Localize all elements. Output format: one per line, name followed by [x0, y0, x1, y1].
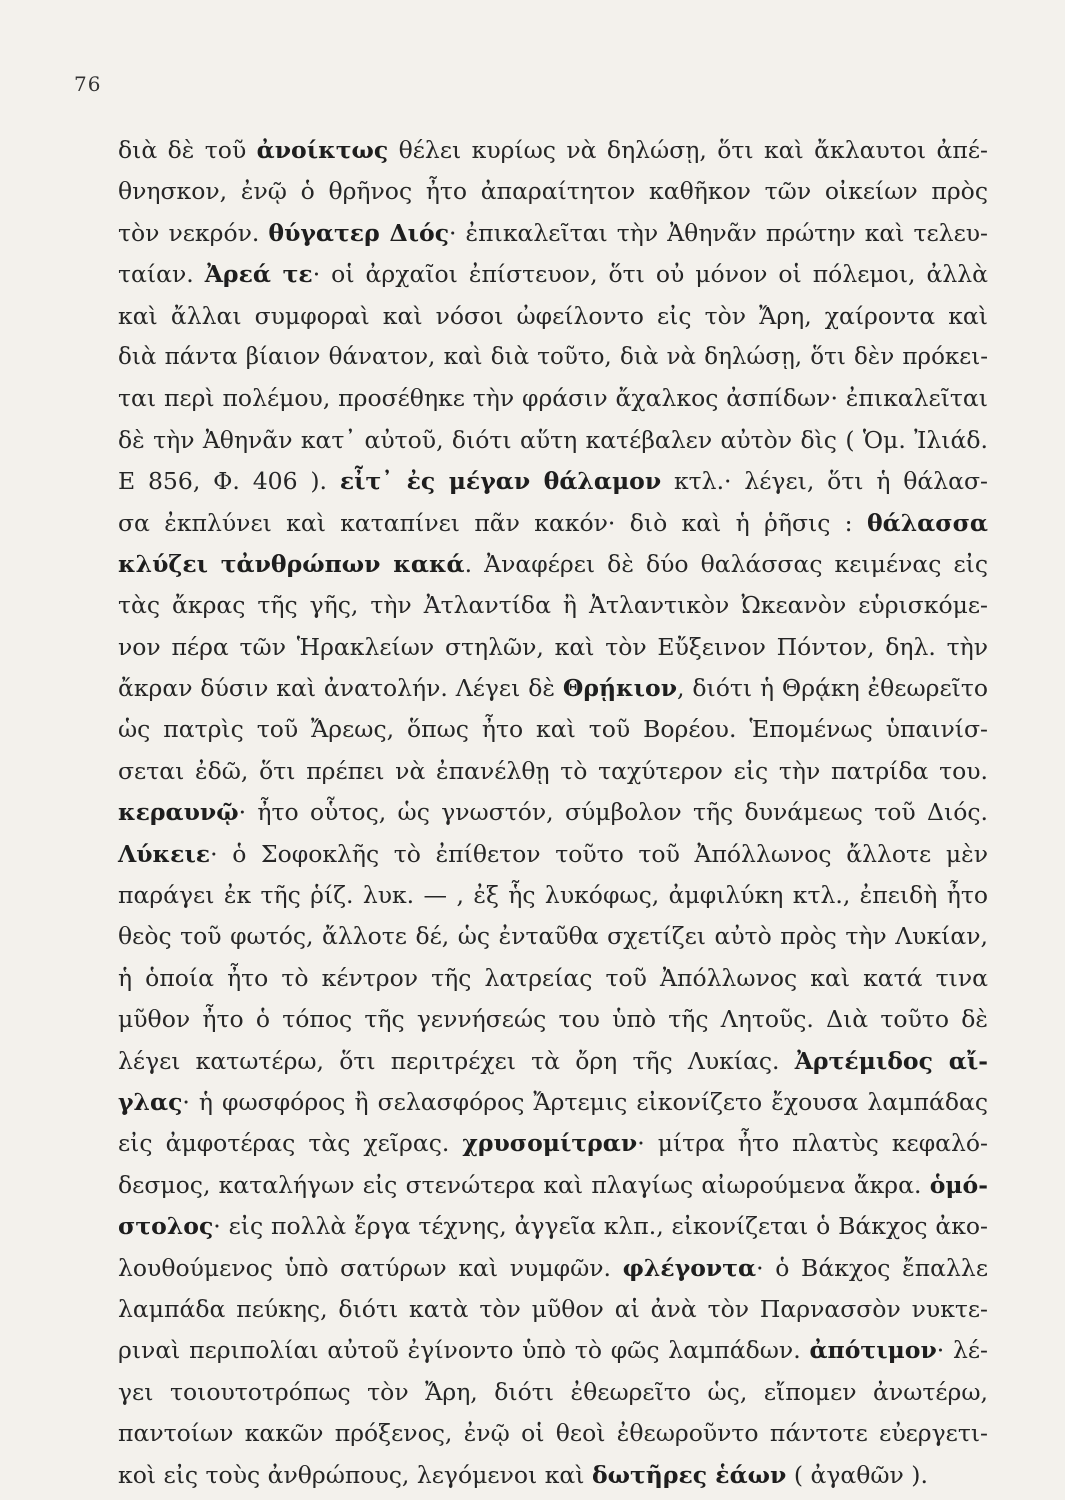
text-segment: ριναὶ περιπολίαι αὐτοῦ ἐγίνοντο ὑπὸ τὸ φῶς λαμπάδων.	[118, 1336, 810, 1365]
text-line	[118, 1041, 988, 1082]
lemma-bold: ἀνοίκτως	[256, 136, 389, 164]
text-segment: θέλει κυρίως νὰ δηλώσῃ, ὅτι καὶ ἄκλαυτοι ἀπέ-	[388, 136, 988, 164]
commentary-text	[118, 130, 988, 1496]
lemma-bold: στολος	[118, 1212, 214, 1241]
text-segment: εἰς ἀμφοτέρας τὰς χεῖρας.	[118, 1129, 463, 1158]
text-segment: . Ἀναφέρει δὲ δύο θαλάσσας κειμένας εἰς	[464, 549, 988, 578]
text-segment: θεὸς τοῦ φωτός, ἄλλοτε δέ, ὡς ἐνταῦθα σχετίζει αὐτὸ πρὸς τὴν Λυκίαν,	[118, 922, 988, 951]
text-line	[118, 1455, 988, 1496]
text-line	[118, 296, 988, 337]
lemma-bold: Θρῄκιον	[562, 674, 677, 703]
lemma-bold: θάλασσα	[866, 508, 988, 537]
text-segment: · ἐπικαλεῖται τὴν Ἀθηνᾶν πρώτην καὶ τελευ-	[449, 218, 988, 247]
text-segment: θνησκον, ἐνῷ ὁ θρῆνος ἦτο ἀπαραίτητον καθῆκον τῶν οἰκείων πρὸς	[118, 177, 988, 206]
lemma-bold: θύγατερ Διός	[268, 218, 450, 247]
text-segment: · ἦτο οὗτος, ὡς γνωστόν, σύμβολον τῆς δυνάμεως τοῦ Διός.	[238, 798, 988, 827]
text-segment: λουθούμενος ὑπὸ σατύρων καὶ νυμφῶν.	[118, 1253, 623, 1282]
lemma-bold: κλύζει τἀνθρώπων κακά	[118, 549, 465, 578]
text-segment: σα ἐκπλύνει καὶ καταπίνει πᾶν κακόν· διὸ καὶ ἡ ῥῆσις :	[118, 508, 867, 537]
text-segment: ἡ ὁποία ἦτο τὸ κέντρον τῆς λατρείας τοῦ Ἀπόλλωνος καὶ κατά τινα	[118, 963, 988, 992]
text-line	[118, 337, 988, 378]
lemma-bold: Ἀρεά τε	[204, 260, 313, 289]
text-segment: γει τοιουτοτρόπως τὸν Ἄρη, διότι ἐθεωρεῖτο ὡς, εἴπομεν ἀνωτέρω,	[118, 1377, 988, 1406]
text-line	[118, 1206, 988, 1247]
lemma-bold: φλέγοντα	[622, 1253, 757, 1282]
text-line	[118, 751, 988, 792]
text-segment: · ὁ Σοφοκλῆς τὸ ἐπίθετον τοῦτο τοῦ Ἀπόλλωνος ἄλλοτε μὲν	[210, 839, 988, 868]
lemma-bold: εἶτ᾿ ἐς μέγαν θάλαμον	[339, 467, 662, 496]
text-segment: · ὁ Βάκχος ἔπαλλε	[756, 1253, 989, 1282]
lemma-bold: δωτῆρες ἑάων	[591, 1460, 787, 1489]
text-line	[118, 1248, 988, 1289]
text-segment: παντοίων κακῶν πρόξενος, ἐνῷ οἱ θεοὶ ἐθεωροῦντο πάντοτε εὐεργετι-	[118, 1419, 988, 1448]
text-segment: τὰς ἄκρας τῆς γῆς, τὴν Ἀτλαντίδα ἢ Ἀτλαντικὸν Ὠκεανὸν εὑρισκόμε-	[118, 591, 988, 620]
text-segment: διὰ πάντα βίαιον θάνατον, καὶ διὰ τοῦτο, διὰ νὰ δηλώσῃ, ὅτι δὲν πρόκει-	[118, 343, 988, 370]
text-line	[118, 544, 988, 585]
text-segment: · ἡ φωσφόρος ἢ σελασφόρος Ἄρτεμις εἰκονίζετο ἔχουσα λαμπάδας	[182, 1087, 988, 1116]
text-line	[118, 130, 988, 171]
text-line	[118, 1123, 988, 1164]
text-line	[118, 958, 988, 999]
text-segment: ται περὶ πολέμου, προσέθηκε τὴν φράσιν ἄχαλκος ἀσπίδων· ἐπικαλεῖται	[118, 384, 988, 413]
text-segment: · μίτρα ἦτο πλατὺς κεφαλό-	[637, 1129, 988, 1158]
text-line	[118, 1165, 988, 1206]
text-segment: δεσμος, καταλήγων εἰς στενώτερα καὶ πλαγίως αἰωρούμενα ἄκρα.	[118, 1170, 930, 1199]
text-line	[118, 627, 988, 668]
text-segment: , διότι ἡ Θρᾴκη ἐθεωρεῖτο	[677, 674, 988, 703]
text-segment: παράγει ἐκ τῆς ῥίζ. λυκ. — , ἐξ ἧς λυκόφως, ἀμφιλύκη κτλ., ἐπειδὴ ἦτο	[118, 881, 988, 910]
text-segment: κοὶ εἰς τοὺς ἀνθρώπους, λεγόμενοι καὶ	[118, 1460, 592, 1489]
text-segment: ὡς πατρὶς τοῦ Ἄρεως, ὅπως ἦτο καὶ τοῦ Βορέου. Ἑπομένως ὑπαινίσ-	[118, 715, 988, 744]
text-line	[118, 916, 988, 957]
text-line	[118, 254, 988, 295]
text-line	[118, 1330, 988, 1371]
lemma-bold: ἀπότιμον	[809, 1336, 937, 1365]
text-segment: λέγει κατωτέρω, ὅτι περιτρέχει τὰ ὄρη τῆς Λυκίας.	[118, 1046, 795, 1075]
text-segment: λαμπάδα πεύκης, διότι κατὰ τὸν μῦθον αἱ ἀνὰ τὸν Παρνασσὸν νυκτε-	[118, 1294, 988, 1323]
text-segment: Ε 856, Φ. 406 ).	[118, 467, 340, 496]
text-line	[118, 171, 988, 212]
text-line	[118, 668, 988, 709]
text-line	[118, 792, 988, 833]
lemma-bold: ὁμό-	[929, 1170, 988, 1199]
text-line	[118, 1082, 988, 1123]
text-segment: καὶ ἄλλαι συμφοραὶ καὶ νόσοι ὠφείλοντο εἰς τὸν Ἄρη, χαίροντα καὶ	[118, 301, 988, 330]
text-segment: κτλ.· λέγει, ὅτι ἡ θάλασ-	[661, 467, 989, 496]
text-segment: · εἰς πολλὰ ἔργα τέχνης, ἀγγεῖα κλπ., εἰκονίζεται ὁ Βάκχος ἀκο-	[213, 1212, 988, 1241]
text-segment: · οἱ ἀρχαῖοι ἐπίστευον, ὅτι οὐ μόνον οἱ πόλεμοι, ἀλλὰ	[312, 260, 989, 289]
text-line	[118, 461, 988, 502]
lemma-bold: Λύκειε	[118, 839, 211, 868]
text-segment: διὰ δὲ τοῦ	[118, 136, 257, 164]
text-line	[118, 503, 988, 544]
page-number: 76	[74, 72, 102, 96]
lemma-bold: χρυσομίτραν	[462, 1129, 638, 1158]
text-line	[118, 999, 988, 1040]
text-segment: σεται ἐδῶ, ὅτι πρέπει νὰ ἐπανέλθῃ τὸ ταχύτερον εἰς τὴν πατρίδα του.	[118, 756, 988, 785]
text-segment: · λέ-	[936, 1336, 988, 1365]
text-line	[118, 213, 988, 254]
text-line	[118, 875, 988, 916]
text-segment: τὸν νεκρόν.	[118, 218, 269, 247]
lemma-bold: Ἀρτέμιδος αἴ-	[794, 1046, 988, 1075]
text-line	[118, 1289, 988, 1330]
text-line	[118, 378, 988, 419]
text-segment: ἄκραν δύσιν καὶ ἀνατολήν. Λέγει δὲ	[118, 674, 563, 703]
text-segment: ( ἀγαθῶν ).	[786, 1460, 928, 1489]
lemma-bold: κεραυνῷ	[118, 798, 239, 827]
text-line	[118, 709, 988, 750]
text-line	[118, 585, 988, 626]
text-segment: μῦθον ἦτο ὁ τόπος τῆς γεννήσεώς του ὑπὸ τῆς Λητοῦς. Διὰ τοῦτο δὲ	[118, 1005, 988, 1034]
text-line	[118, 834, 988, 875]
text-line	[118, 1413, 988, 1454]
text-segment: δὲ τὴν Ἀθηνᾶν κατ᾿ αὐτοῦ, διότι αὕτη κατέβαλεν αὐτὸν δὶς ( Ὁμ. Ἰλιάδ.	[118, 425, 988, 454]
lemma-bold: γλας	[118, 1087, 183, 1116]
text-segment: νον πέρα τῶν Ἡρακλείων στηλῶν, καὶ τὸν Εὔξεινον Πόντον, δηλ. τὴν	[118, 632, 988, 661]
text-segment: ταίαν.	[118, 260, 205, 289]
text-line	[118, 420, 988, 461]
text-line	[118, 1372, 988, 1413]
